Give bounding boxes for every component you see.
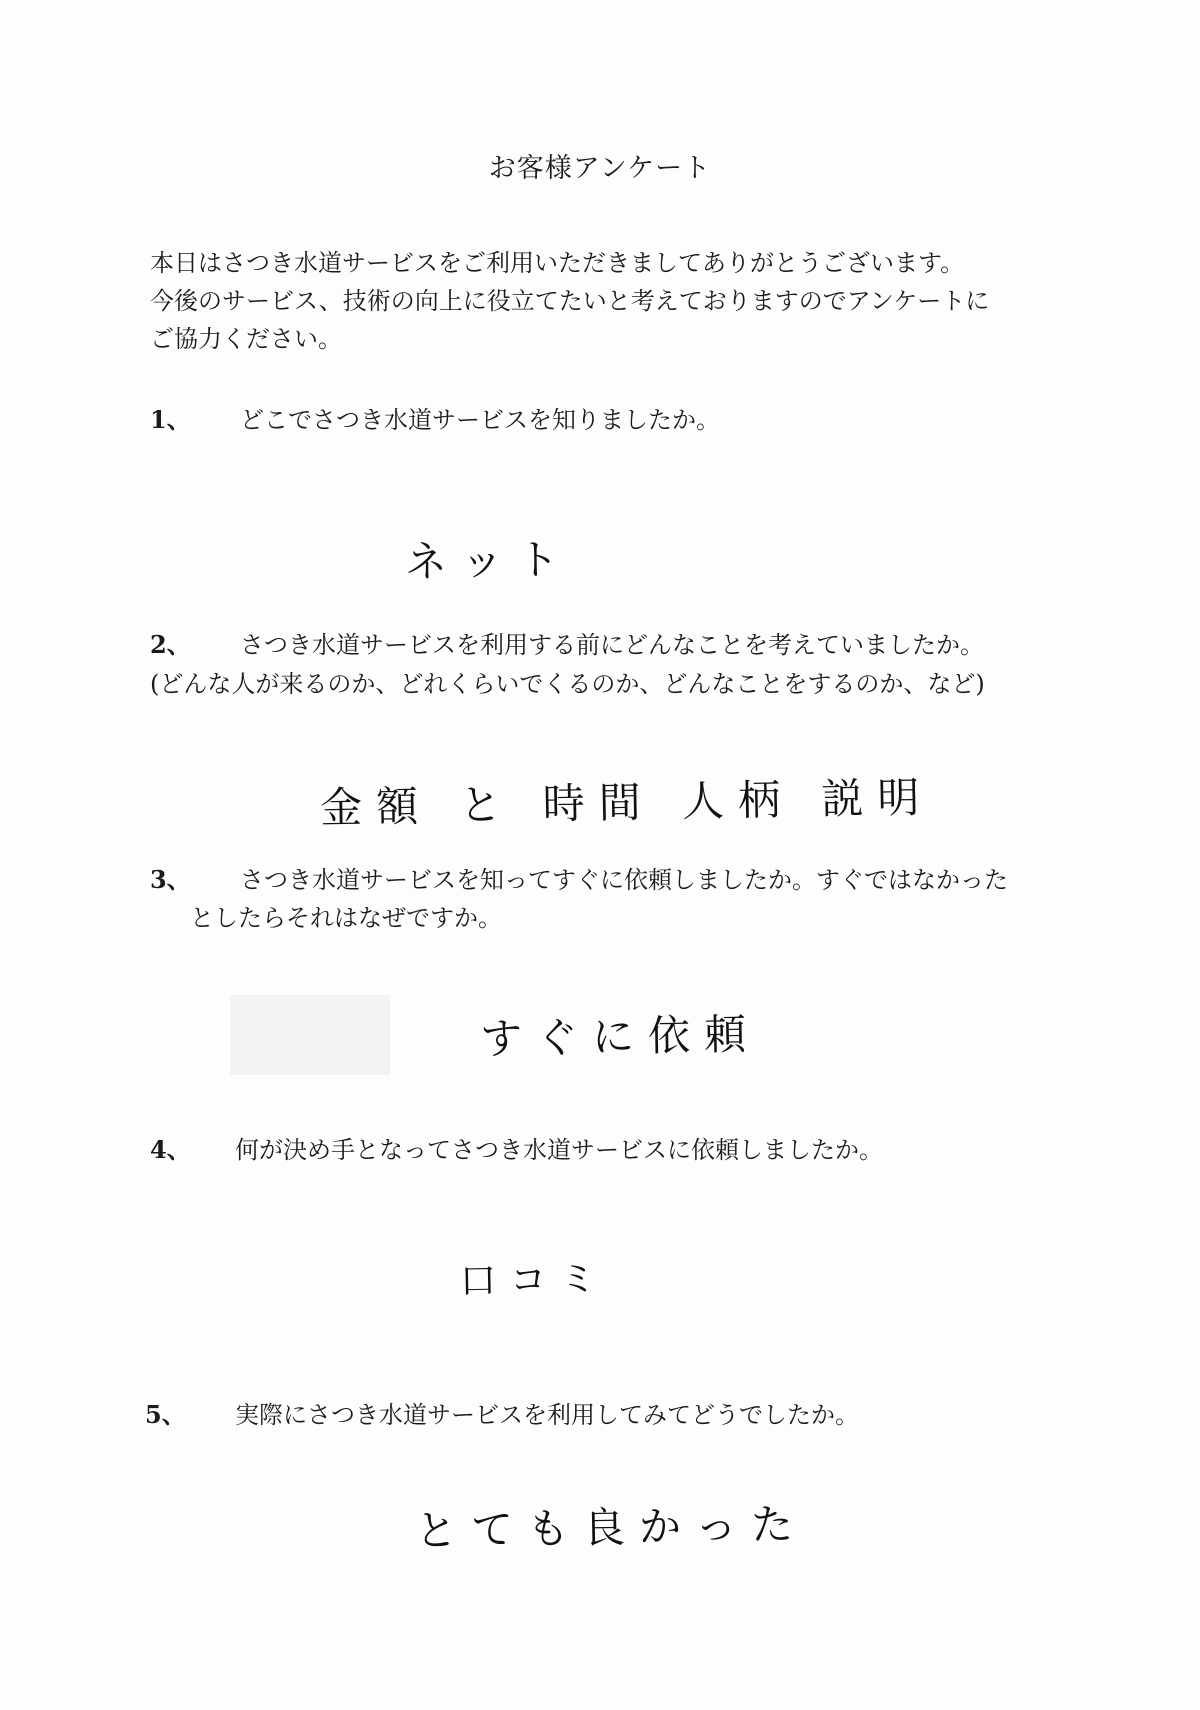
question-number: 2、 [150,630,191,659]
handwritten-answer: すぐに依頼 [479,1009,761,1064]
question-text: (どんな人が来るのか、どれくらいでくるのか、どんなことをするのか、など) [150,670,985,698]
question-text: さつき水道サービスを知ってすぐに依頼しましたか。すぐではなかった [240,866,1008,894]
question-text: 実際にさつき水道サービスを利用してみてどうでしたか。 [235,1401,859,1429]
question-text: どこでさつき水道サービスを知りましたか。 [240,406,720,434]
question-number: 4、 [150,1135,191,1164]
scan-artifact [230,995,390,1075]
question-number: 1、 [150,405,191,434]
question-text: 何が決め手となってさつき水道サービスに依頼しましたか。 [235,1136,883,1164]
handwritten-answer: 口コミ [459,1258,611,1303]
question-number: 3、 [150,865,191,894]
handwritten-answer: 金額 と 時間 人柄 説明 [319,772,934,833]
page-title: お客様アンケート [488,153,712,184]
intro-text [150,244,1080,358]
intro-line: 本日はさつき水道サービスをご利用いただきましてありがとうございます。 [150,249,965,277]
intro-line: ご協力ください。 [150,325,342,353]
question-number: 5、 [145,1400,186,1429]
question-text: としたらそれはなぜですか。 [190,904,502,932]
question-text: さつき水道サービスを利用する前にどんなことを考えていましたか。 [240,631,984,659]
handwritten-answer: ネット [404,534,574,587]
intro-line: 今後のサービス、技術の向上に役立てたいと考えておりますのでアンケートに [150,287,990,315]
handwritten-answer: とても良かった [414,1499,808,1556]
